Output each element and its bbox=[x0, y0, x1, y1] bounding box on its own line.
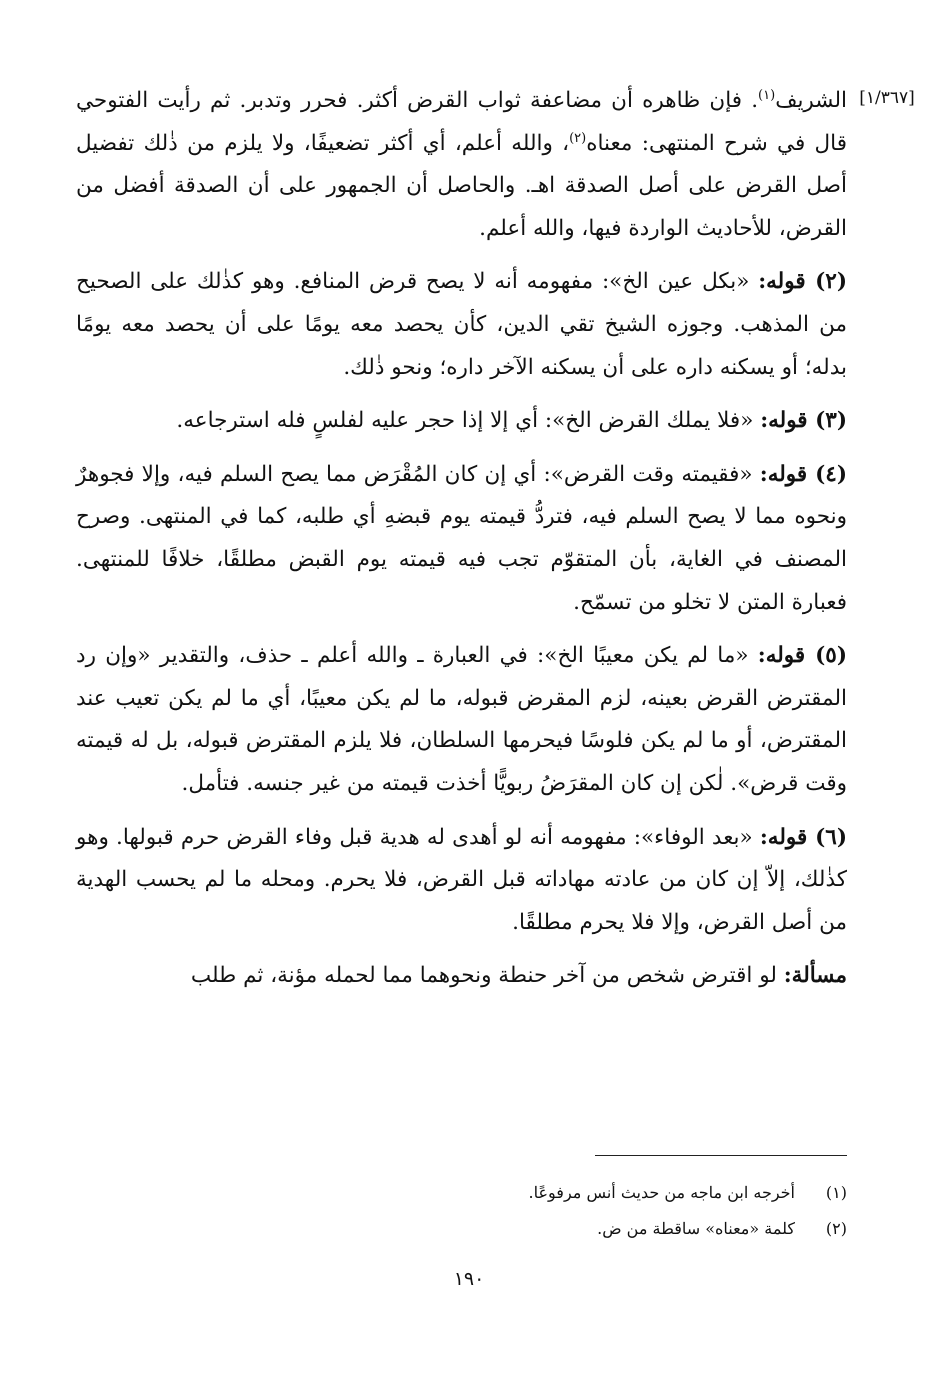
footnote-number: (٢) bbox=[825, 1219, 847, 1238]
footnote-text: أخرجه ابن ماجه من حديث أنس مرفوعًا. bbox=[528, 1183, 795, 1202]
paragraph bbox=[76, 635, 847, 805]
paragraph-lead: (٤) قوله: bbox=[759, 461, 847, 487]
footnote bbox=[300, 1175, 847, 1211]
paragraph bbox=[76, 454, 847, 624]
paragraph-lead: (٣) قوله: bbox=[760, 408, 847, 434]
text-segment: ، والله أعلم، أي أكثر تضعيفًا، ولا يلزم من ذٰلك تفضيل أصل القرض على أصل الصدقة اهـ. والحاصل أن الجمهور على أن الصدقة أفضل من القرض، للأحاديث الواردة فيها، والله أعلم. bbox=[76, 130, 847, 241]
paragraph bbox=[76, 261, 847, 389]
text-segment: «فقيمته وقت القرض»: أي إن كان المُقْرَض مما يصح السلم فيه، وإلا فجوهرٌ ونحوه مما لا يصح السلم فيه، فتردُّ قيمته يوم قبضهِ أي طلبه، كما في المنتهى. وصرح المصنف في الغاية، بأن المتقوّم تجب فيه قيمته يوم القبض مطلقًا، خلافًا للمنتهى. فعبارة المتن لا تخلو من تسمّح. bbox=[76, 461, 847, 615]
text-segment: . فإن ظاهره أن مضاعفة ثواب القرض أكثر. فحرر وتدبر. ثم رأيت الفتوحي قال في شرح المنتهى: معناه bbox=[76, 88, 847, 156]
footnote-text: كلمة «معناه» ساقطة من ض. bbox=[597, 1219, 795, 1238]
footnotes bbox=[300, 1175, 847, 1247]
text-segment: «فلا يملك القرض الخ»: أي إلا إذا حجر عليه لفلسٍ فله استرجاعه. bbox=[176, 408, 761, 434]
paragraph-lead: (٢) قوله: bbox=[758, 269, 848, 295]
text-segment: لو اقترض شخص من آخر حنطة ونحوهما مما لحمله مؤنة، ثم طلب bbox=[190, 963, 784, 989]
margin-reference: [١/٣٦٧] bbox=[859, 88, 915, 108]
footnote-marker: (٢) bbox=[569, 130, 587, 146]
paragraph bbox=[76, 955, 847, 998]
text-segment: الشريف bbox=[775, 88, 847, 113]
paragraph-lead: (٥) قوله: bbox=[757, 643, 847, 669]
footnote-marker: (١) bbox=[758, 87, 776, 103]
paragraph bbox=[76, 400, 847, 443]
text-segment: «بعد الوفاء»: مفهومه أنه لو أهدى له هدية قبل وفاء القرض حرم قبولها. وهو كذٰلك، إلاّ إن كان من عادته مهاداته قبل القرض، فلا يحرم. ومحله ما لم يحسب الهدية من أصل القرض، وإلا فلا يحرم مطلقًا. bbox=[76, 824, 847, 935]
paragraph-lead: مسألة: bbox=[783, 963, 847, 989]
footnote bbox=[300, 1211, 847, 1247]
text-segment: «ما لم يكن معيبًا الخ»: في العبارة ـ والله أعلم ـ حذف، والتقدير «وإن رد المقترض القرض بعينه، لزم المقرض قبوله، ما لم يكن معيبًا، أي ما لم يكن تعيب عند المقترض، أو ما لم يكن فلوسًا فيحرمها السلطان، فلا يلزم المقترض قبوله، بل له قيمته وقت قرض». لٰكن إن كان المقرَضُ ربويًّا أخذت قيمته من غير جنسه. فتأمل. bbox=[76, 643, 847, 796]
main-text bbox=[76, 80, 847, 1009]
paragraph-lead: (٦) قوله: bbox=[759, 824, 847, 850]
text-segment: «بكل عين الخ»: مفهومه أنه لا يصح قرض المنافع. وهو كذٰلك على الصحيح من المذهب. وجوزه الشيخ تقي الدين، كأن يحصد معه يومًا على أن يحصد معه يومًا بدله؛ أو يسكنه داره على أن يسكنه الآخر داره؛ ونحو ذٰلك. bbox=[76, 269, 847, 380]
footnote-number: (١) bbox=[825, 1183, 847, 1202]
page-number: ١٩٠ bbox=[453, 1268, 485, 1290]
paragraph bbox=[76, 80, 847, 250]
paragraph bbox=[76, 817, 847, 945]
footnote-separator bbox=[595, 1155, 847, 1156]
